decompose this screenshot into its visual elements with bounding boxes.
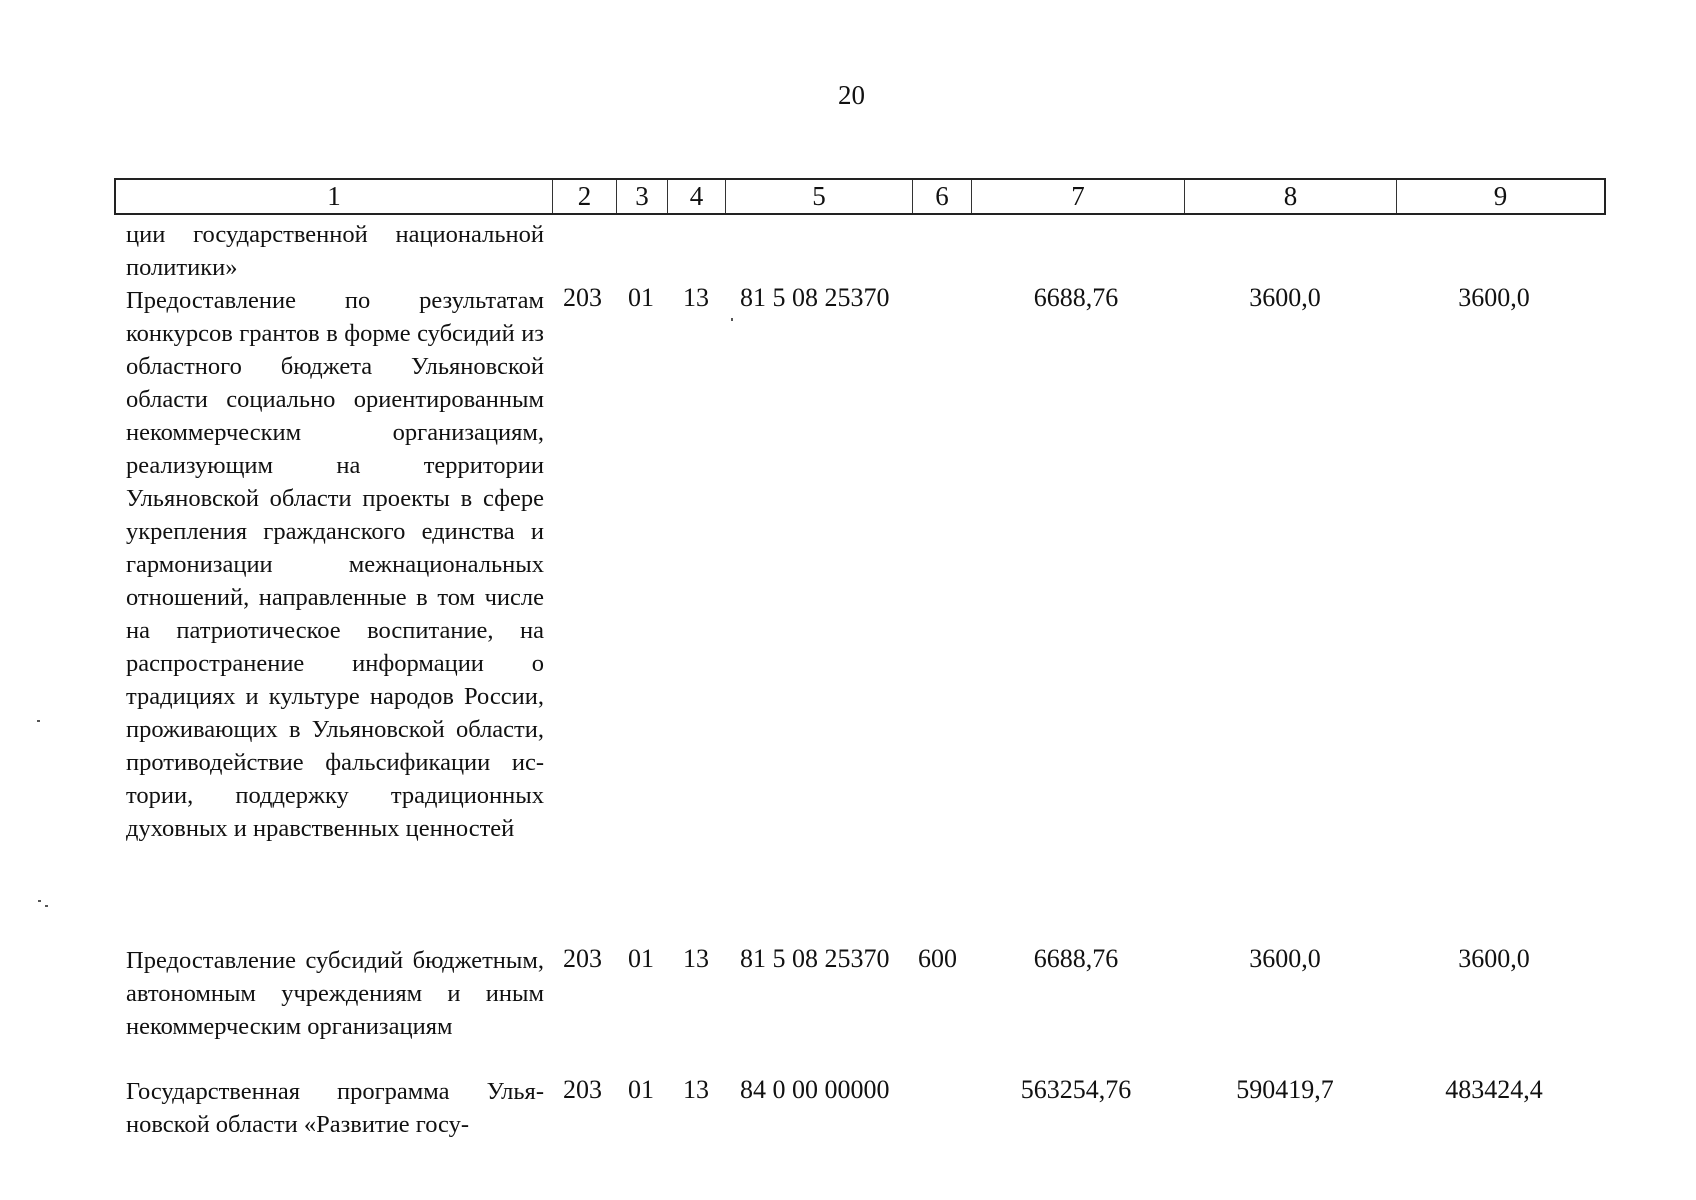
target-article-code: 84 0 00 00000: [740, 1075, 890, 1104]
scan-speck: [38, 900, 41, 902]
target-article-code: 81 5 08 25370: [740, 283, 890, 312]
admin-code: 203: [563, 944, 602, 973]
target-article-code: 81 5 08 25370: [740, 944, 890, 973]
amount-col-7: 6688,76: [1033, 944, 1119, 973]
header-col-3: 3: [617, 179, 668, 214]
amount-col-9: 483424,4: [1445, 1075, 1543, 1104]
row-description: ции государственной национальной политики»: [126, 221, 544, 281]
header-row: [115, 179, 1605, 214]
row-description: Предоставление субсидий бюджетным, автономным учреждениям и иным некоммерческим организациям: [126, 947, 544, 1040]
subsection-code: 13: [683, 944, 709, 973]
subsection-code: 13: [683, 283, 709, 312]
amount-col-7: 563254,76: [1020, 1075, 1132, 1104]
header-col-1: 1: [115, 179, 553, 214]
scan-speck: [37, 720, 40, 722]
amount-col-9: 3600,0: [1458, 283, 1530, 312]
amount-col-9: 3600,0: [1458, 944, 1530, 973]
scan-speck: [731, 318, 733, 321]
column-number-header: [114, 178, 1606, 215]
admin-code: 203: [563, 1075, 602, 1104]
expense-type-code: 600: [918, 944, 957, 973]
amount-col-8: 590419,7: [1236, 1075, 1334, 1104]
row-description: Предоставление по результатам конкурсов грантов в форме субсидий из областного бюджета Ульяновской области социально ориентированным некоммерческим организациям, реализующим на территории Ульяновской области проекты в сфере укрепления гражданского единства и гармонизации межнациональных отношений, направленные в том числе на патриотическое воспитание, на распространение информации о традициях и культуре народов России, проживающих в Ульяновской области, противодействие фальсификации истории, поддержку традиционных духовных и нравственных ценностей: [126, 287, 544, 842]
admin-code: 203: [563, 283, 602, 312]
amount-col-8: 3600,0: [1249, 283, 1321, 312]
section-code: 01: [628, 1075, 654, 1104]
header-col-5: 5: [726, 179, 913, 214]
header-col-6: 6: [913, 179, 972, 214]
header-col-8: 8: [1185, 179, 1397, 214]
section-code: 01: [628, 944, 654, 973]
amount-col-8: 3600,0: [1249, 944, 1321, 973]
header-col-2: 2: [553, 179, 617, 214]
row-description: Государственная программа Ульяновской области «Развитие госу-: [126, 1078, 544, 1138]
scan-speck: [45, 905, 48, 907]
header-col-7: 7: [972, 179, 1185, 214]
header-col-9: 9: [1397, 179, 1606, 214]
page-number: 20: [838, 80, 865, 110]
subsection-code: 13: [683, 1075, 709, 1104]
header-col-4: 4: [668, 179, 726, 214]
section-code: 01: [628, 283, 654, 312]
amount-col-7: 6688,76: [1033, 283, 1119, 312]
